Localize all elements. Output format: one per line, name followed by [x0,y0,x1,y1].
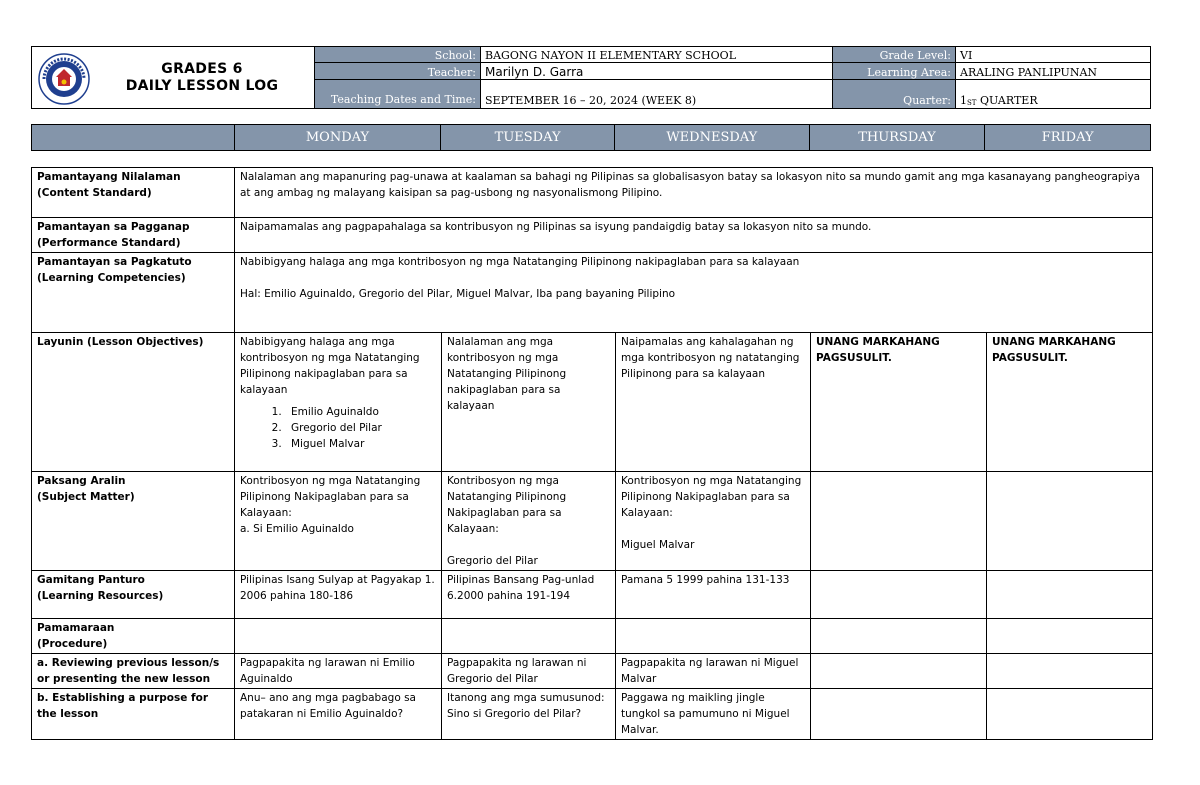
reviewing-wednesday: Pagpapakita ng larawan ni Miguel Malvar [616,654,811,689]
table-row-procedure [32,619,1153,654]
header-row-teacher [315,63,1150,80]
subject-matter-wednesday-topic: Miguel Malvar [621,539,695,551]
day-header-row [31,124,1151,151]
resources-friday [987,571,1153,619]
table-row-performance-standard [32,218,1153,253]
teacher-value: Marilyn D. Garra [481,63,833,79]
learning-area-value: ARALING PANLIPUNAN [960,66,1098,79]
reviewing-thursday [811,654,987,689]
reviewing-label: a. Reviewing previous lesson/s or presenting the new lesson [32,654,235,689]
learning-area-label: Learning Area: [833,63,956,79]
header-row-school [315,47,1150,63]
subject-matter-wednesday-title: Kontribosyon ng mga Natatanging Pilipinong Nakipaglaban para sa Kalayaan: [621,475,802,519]
purpose-label: b. Establishing a purpose for the lesson [32,689,235,740]
competencies-text-line1: Nabibigyang halaga ang mga kontribosyon ng mga Natatanging Pilipinong nakipaglaban para sa kalayaan [240,256,800,268]
objectives-monday [235,333,442,472]
table-row-purpose [32,689,1153,740]
subject-matter-label-line2: (Subject Matter) [37,491,135,503]
content-standard-text: Nalalaman ang mapanuring pag-unawa at kaalaman sa bahagi ng Pilipinas sa globalisasyon batay sa lokasyon nito sa mundo gamit ang mga kasanayang pangheograpiya at ang ambag ng malayang kaisipan sa pag-usbong ng nasyonalismong Pilipino. [235,168,1153,218]
teaching-dates-label: Teaching Dates and Time: [315,80,481,108]
competencies-text [235,253,1153,333]
table-row-subject-matter [32,472,1153,571]
resources-label-line2: (Learning Resources) [37,590,164,602]
lesson-log-table [31,167,1153,740]
competencies-text-line2: Hal: Emilio Aguinaldo, Gregorio del Pilar, Miguel Malvar, Iba pang bayaning Pilipino [240,288,676,300]
quarter-label: Quarter: [833,80,956,108]
quarter-ordinal: ST [967,99,977,107]
resources-label [32,571,235,619]
performance-standard-text: Naipamamalas ang pagpapahalaga sa kontribusyon ng Pilipinas sa isyung pandaigdig batay sa lokasyon nito sa mundo. [235,218,1153,253]
day-header-friday: FRIDAY [1041,130,1094,145]
logo-cell [32,47,315,108]
day-header-tuesday: TUESDAY [441,125,615,150]
procedure-label-line2: (Procedure) [37,638,108,650]
reviewing-tuesday: Pagpapakita ng larawan ni Gregorio del Pilar [442,654,616,689]
performance-standard-label [32,218,235,253]
school-label: School: [315,47,481,62]
purpose-friday [987,689,1153,740]
day-header-blank [32,125,235,150]
grade-level-label: Grade Level: [833,47,956,62]
resources-monday: Pilipinas Isang Sulyap at Pagyakap 1. 2006 pahina 180-186 [235,571,442,619]
list-item: 3. Miguel Malvar [285,436,436,452]
subject-matter-friday [987,472,1153,571]
procedure-label-line1: Pamamaraan [37,622,115,634]
list-item: 1. Emilio Aguinaldo [285,404,436,420]
subject-matter-tuesday-topic: Gregorio del Pilar [447,555,538,567]
day-header-wednesday: WEDNESDAY [615,125,810,150]
subject-matter-tuesday-title: Kontribosyon ng mga Natatanging Pilipinong Nakipaglaban para sa Kalayaan: [447,475,567,535]
objectives-friday: UNANG MARKAHANG PAGSUSULIT. [987,333,1153,472]
resources-wednesday: Pamana 5 1999 pahina 131-133 [616,571,811,619]
procedure-thursday [811,619,987,654]
performance-standard-label-line2: (Performance Standard) [37,237,181,249]
title-line-2: DAILY LESSON LOG [125,78,279,94]
list-item: 2. Gregorio del Pilar [285,420,436,436]
table-row-objectives [32,333,1153,472]
quarter-number: 1 [960,94,967,107]
content-standard-label [32,168,235,218]
table-row-resources [32,571,1153,619]
header-block [31,46,1151,109]
procedure-wednesday [616,619,811,654]
teaching-dates-value: SEPTEMBER 16 – 20, 2024 (WEEK 8) [481,80,833,108]
subject-matter-label-line1: Paksang Aralin [37,475,126,487]
objectives-monday-list [240,404,436,452]
subject-matter-monday-topic: a. Si Emilio Aguinaldo [240,523,354,535]
purpose-wednesday: Paggawa ng maikling jingle tungkol sa pamumuno ni Miguel Malvar. [616,689,811,740]
quarter-text: QUARTER [979,94,1038,107]
document-title [102,61,302,95]
resources-tuesday: Pilipinas Bansang Pag-unlad 6.2000 pahina 191-194 [442,571,616,619]
subject-matter-monday [235,472,442,571]
reviewing-friday [987,654,1153,689]
procedure-tuesday [442,619,616,654]
competencies-label [32,253,235,333]
content-standard-label-line1: Pamantayang Nilalaman [37,171,181,183]
subject-matter-label [32,472,235,571]
procedure-label [32,619,235,654]
subject-matter-thursday [811,472,987,571]
grade-level-value: VI [960,49,973,62]
purpose-thursday [811,689,987,740]
competencies-label-line2: (Learning Competencies) [37,272,186,284]
day-header-monday: MONDAY [235,125,442,150]
subject-matter-tuesday [442,472,616,571]
title-line-1: GRADES 6 [161,61,243,77]
resources-thursday [811,571,987,619]
objectives-label: Layunin (Lesson Objectives) [32,333,235,472]
purpose-tuesday: Itanong ang mga sumusunod: Sino si Gregorio del Pilar? [442,689,616,740]
objectives-tuesday: Nalalaman ang mga kontribosyon ng mga Natatanging Pilipinong nakipaglaban para sa kalayaan [442,333,616,472]
day-header-thursday: THURSDAY [810,125,986,150]
table-row-competencies [32,253,1153,333]
purpose-monday: Anu– ano ang mga pagbabago sa patakaran ni Emilio Aguinaldo? [235,689,442,740]
procedure-friday [987,619,1153,654]
quarter-value [956,80,1150,108]
table-row-content-standard [32,168,1153,218]
reviewing-monday: Pagpapakita ng larawan ni Emilio Aguinaldo [235,654,442,689]
performance-standard-label-line1: Pamantayan sa Pagganap [37,221,190,233]
header-row-dates [315,80,1150,108]
content-standard-label-line2: (Content Standard) [37,187,152,199]
subject-matter-wednesday [616,472,811,571]
objectives-monday-text: Nabibigyang halaga ang mga kontribosyon ng mga Natatanging Pilipinong nakipaglaban para sa kalayaan [240,336,420,396]
table-row-reviewing [32,654,1153,689]
objectives-thursday: UNANG MARKAHANG PAGSUSULIT. [811,333,987,472]
objectives-wednesday: Naipamalas ang kahalagahan ng mga kontribosyon ng natatanging Pilipinong para sa kalayaan [616,333,811,472]
subject-matter-monday-title: Kontribosyon ng mga Natatanging Pilipinong Nakipaglaban para sa Kalayaan: [240,475,421,519]
resources-label-line1: Gamitang Panturo [37,574,145,586]
school-value: BAGONG NAYON II ELEMENTARY SCHOOL [481,47,833,62]
procedure-monday [235,619,442,654]
deped-seal-logo [38,53,90,105]
competencies-label-line1: Pamantayan sa Pagkatuto [37,256,192,268]
teacher-label: Teacher: [315,63,481,79]
